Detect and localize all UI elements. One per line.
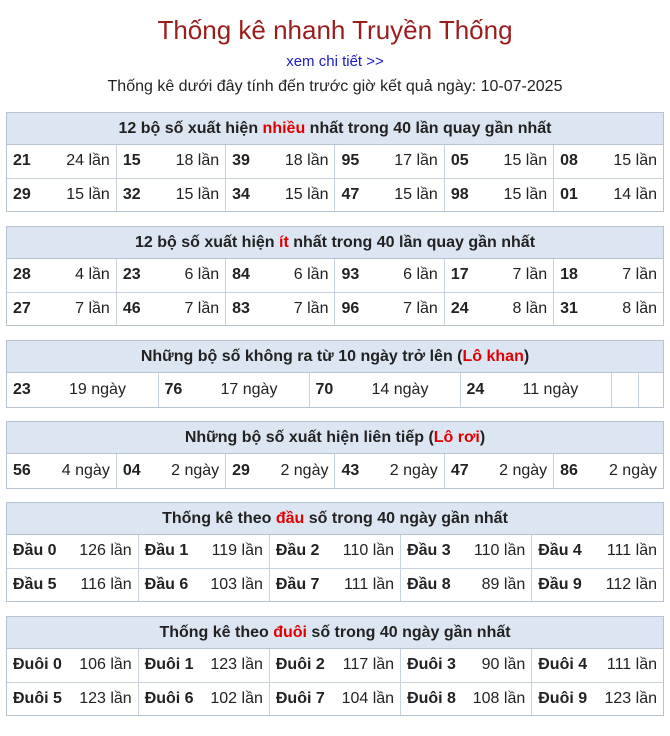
empty-cell [611,373,638,407]
duoi-section [6,616,664,716]
stat-cell [335,259,444,292]
number: 39 [232,152,250,170]
count: 14 ngày [371,381,429,398]
count: 8 lần [622,299,657,317]
header-text: Những bộ số không ra từ 10 ngày trở lên ( [140,348,463,365]
stat-cell [116,454,225,488]
number: 47 [341,185,360,203]
header-text: Những bộ số xuất hiện liên tiếp ( [184,429,434,446]
number: 24 [466,381,485,398]
label: Đuôi 3 [407,656,456,674]
header-text: ) [479,429,486,446]
count: 126 lần [79,542,132,560]
number: 18 [560,266,578,284]
count: 4 lần [75,266,110,284]
stat-cell [269,649,400,682]
stat-cell [226,292,335,325]
duoi-table [7,649,663,715]
count: 110 lần [473,542,526,560]
count: 111 lần [343,575,395,593]
number: 98 [450,185,469,203]
label: Đầu 0 [13,542,57,560]
stat-cell [532,568,663,601]
number: 93 [341,266,360,284]
label: Đuôi 9 [538,689,588,707]
dau-section [6,502,664,602]
stat-cell [401,682,532,715]
count: 6 lần [184,266,220,284]
count: 119 lần [211,542,263,560]
header-text: Thống kê theo [159,624,274,641]
stat-cell [335,178,444,211]
count: 15 lần [503,152,548,170]
label: Đầu 7 [275,575,320,593]
header-highlight: Lô rơi [433,429,480,446]
stat-cell [226,145,335,178]
count: 15 lần [394,185,438,203]
stat-cell [532,535,663,568]
count: 11 ngày [522,381,579,398]
count: 19 ngày [69,381,126,398]
stat-cell [335,454,444,488]
stat-cell [309,373,460,407]
least-frequent-table [7,259,663,325]
number: 47 [450,462,469,479]
dau-table [7,535,663,601]
count: 112 lần [605,575,657,593]
count: 110 lần [342,542,395,560]
count: 123 lần [604,689,657,707]
lo-khan-table [7,373,665,407]
number: 24 [450,299,469,317]
count: 15 lần [175,185,220,203]
count: 117 lần [342,656,395,674]
label: Đầu 5 [13,575,57,593]
number: 29 [232,462,250,479]
stat-cell [444,454,553,488]
empty-cell [638,373,665,407]
count: 7 lần [403,299,438,317]
header-text: số trong 40 ngày gần nhất [306,624,511,641]
count: 2 ngày [171,462,220,479]
header-highlight: Lô khan [462,348,524,365]
least-frequent-header [7,227,663,259]
number: 27 [13,299,31,317]
number: 70 [315,381,334,398]
count: 18 lần [284,152,329,170]
count: 103 lần [210,575,263,593]
count: 15 lần [66,185,110,203]
label: Đầu 2 [275,542,320,560]
label: Đầu 8 [407,575,451,593]
header-highlight: nhiều [262,120,306,137]
number: 29 [13,185,31,203]
label: Đuôi 8 [407,689,456,707]
stat-cell [335,145,444,178]
duoi-header [7,617,663,649]
header-highlight: ít [279,234,289,251]
label: Đầu 9 [538,575,582,593]
stat-cell [116,145,225,178]
count: 14 lần [613,185,657,203]
count: 18 lần [175,152,220,170]
number: 15 [122,152,141,170]
stat-cell [401,649,532,682]
number: 95 [341,152,360,170]
label: Đuôi 0 [13,656,62,674]
count: 108 lần [472,689,526,707]
number: 56 [13,462,31,479]
header-text: 12 bộ số xuất hiện [134,234,279,251]
number: 21 [13,152,31,170]
stat-cell [7,535,138,568]
count: 111 lần [606,542,657,560]
stat-cell [335,292,444,325]
stat-cell [138,682,269,715]
count: 15 lần [503,185,548,203]
stat-cell [444,178,553,211]
count: 89 lần [481,575,526,593]
info-line: Thống kê dưới đây tính đến trước giờ kết quả ngày: 10-07-2025 [107,78,563,95]
stat-cell [226,454,335,488]
stat-cell [444,145,553,178]
stat-cell [554,454,663,488]
label: Đuôi 7 [275,689,325,707]
count: 102 lần [210,689,263,707]
label: Đuôi 4 [538,656,588,674]
lo-khan-header [7,341,663,373]
stat-cell [226,259,335,292]
most-frequent-table [7,145,663,211]
count: 7 lần [293,299,329,317]
label: Đuôi 2 [275,656,325,674]
stat-cell [532,682,663,715]
number: 84 [232,266,250,284]
count: 17 lần [394,152,438,170]
count: 2 ngày [608,462,657,479]
lo-roi-header [7,422,663,454]
count: 6 lần [403,266,438,284]
lo-roi-table [7,454,663,488]
stat-cell [7,682,138,715]
count: 106 lần [79,656,132,674]
stat-cell [269,568,400,601]
stat-cell [7,454,116,488]
most-frequent-header [7,113,663,145]
stat-cell [158,373,309,407]
count: 8 lần [512,299,548,317]
number: 76 [164,381,183,398]
least-frequent-section [6,226,664,326]
stat-cell [7,145,116,178]
stat-cell [444,259,553,292]
count: 2 ngày [389,462,438,479]
dau-header [7,503,663,535]
stat-cell [116,178,225,211]
stat-cell [554,292,663,325]
count: 15 lần [613,152,657,170]
count: 116 lần [80,575,132,593]
count: 6 lần [293,266,329,284]
number: 23 [122,266,141,284]
count: 90 lần [481,656,526,674]
count: 7 lần [75,299,110,317]
number: 01 [560,185,578,203]
number: 32 [122,185,141,203]
stat-cell [7,178,116,211]
page-title: Thống kê nhanh Truyền Thống [157,15,513,45]
header-highlight: đuôi [273,624,307,641]
stat-cell [460,373,611,407]
count: 2 ngày [499,462,548,479]
lo-roi-section [6,421,664,489]
number: 28 [13,266,31,284]
count: 4 ngày [61,462,110,479]
stat-cell [138,649,269,682]
stat-cell [116,292,225,325]
header-text: nhất trong 40 lần quay gần nhất [288,234,536,251]
stat-cell [7,292,116,325]
number: 46 [122,299,141,317]
label: Đuôi 5 [13,689,62,707]
count: 111 lần [606,656,657,674]
stat-cell [401,535,532,568]
most-frequent-section [6,112,664,212]
view-details-link[interactable]: xem chi tiết >> [286,53,384,70]
number: 96 [341,299,360,317]
lo-khan-section [6,340,664,408]
stat-cell [554,145,663,178]
number: 34 [232,185,250,203]
header-text: nhất trong 40 lần quay gần nhất [305,120,552,137]
label: Đuôi 1 [144,656,194,674]
number: 05 [450,152,469,170]
header-text: ) [523,348,530,365]
stat-cell [401,568,532,601]
stat-cell [138,568,269,601]
stat-cell [444,292,553,325]
label: Đầu 4 [538,542,582,560]
count: 123 lần [79,689,132,707]
number: 31 [560,299,578,317]
number: 17 [450,266,469,284]
label: Đầu 1 [144,542,189,560]
label: Đầu 6 [144,575,189,593]
header-text: Thống kê theo [162,510,276,527]
count: 7 lần [622,266,657,284]
count: 24 lần [66,152,110,170]
stat-cell [7,373,158,407]
stat-cell [532,649,663,682]
count: 7 lần [184,299,220,317]
header-text: 12 bộ số xuất hiện [118,120,263,137]
stat-cell [116,259,225,292]
count: 7 lần [512,266,548,284]
stat-cell [7,259,116,292]
stat-cell [269,682,400,715]
stat-cell [554,178,663,211]
stat-cell [7,649,138,682]
number: 08 [560,152,578,170]
header-text: số trong 40 ngày gần nhất [304,510,508,527]
count: 104 lần [341,689,395,707]
count: 15 lần [284,185,329,203]
stat-cell [269,535,400,568]
label: Đầu 3 [407,542,451,560]
stat-cell [554,259,663,292]
number: 23 [13,381,31,398]
number: 86 [560,462,578,479]
stat-cell [138,535,269,568]
number: 43 [341,462,360,479]
stat-cell [7,568,138,601]
number: 83 [232,299,250,317]
header-highlight: đầu [275,510,305,527]
stat-cell [226,178,335,211]
count: 17 ngày [220,381,278,398]
count: 2 ngày [280,462,329,479]
count: 123 lần [210,656,263,674]
label: Đuôi 6 [144,689,194,707]
number: 04 [122,462,141,479]
